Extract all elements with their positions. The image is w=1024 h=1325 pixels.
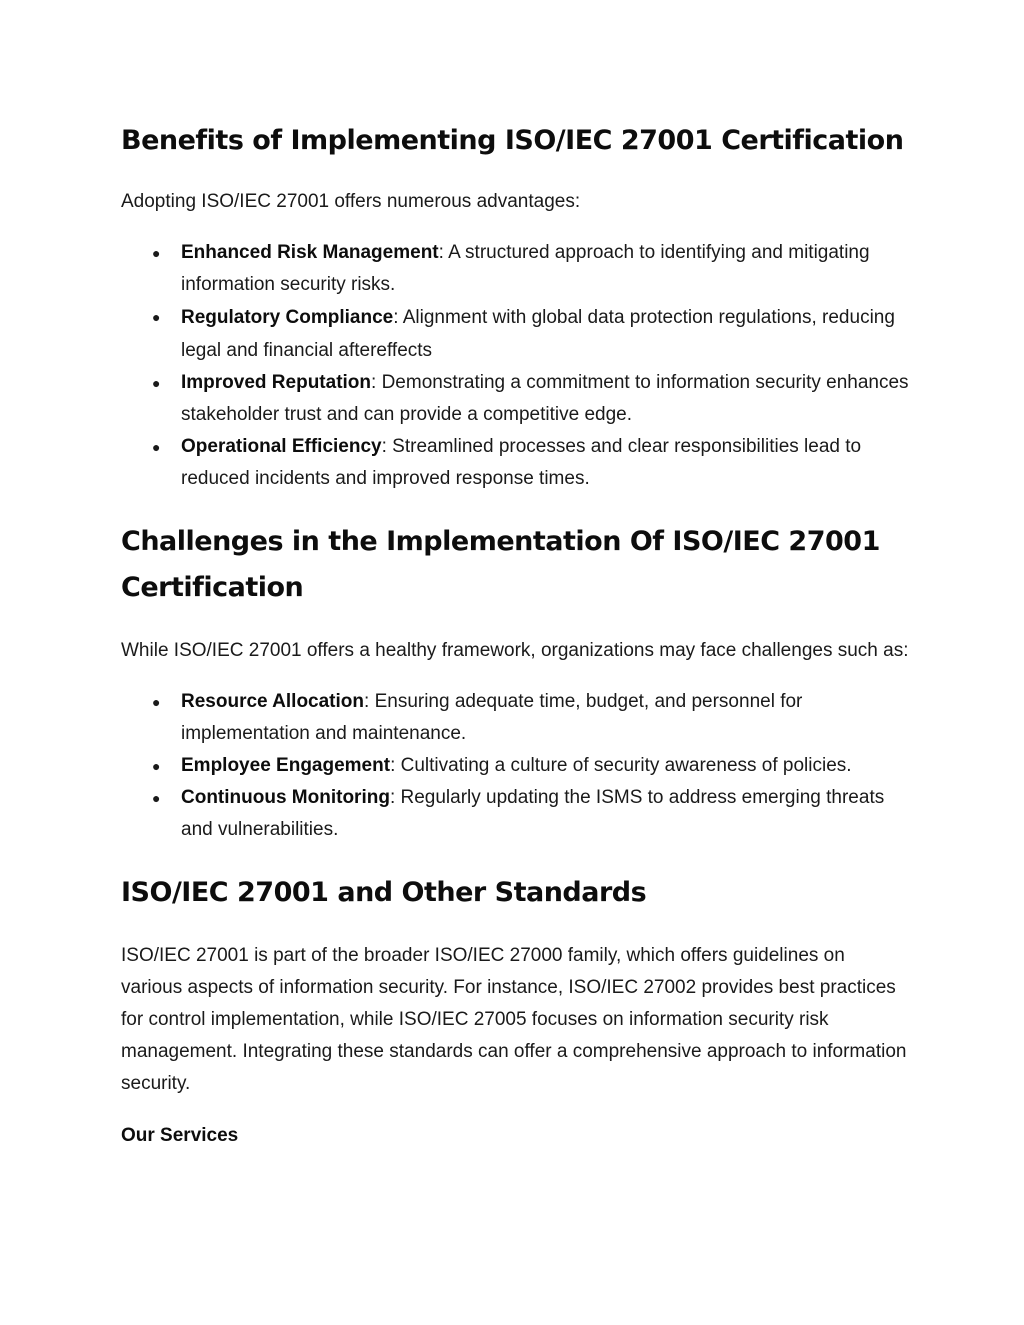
benefits-heading: Benefits of Implementing ISO/IEC 27001 Certification bbox=[121, 125, 904, 156]
item-text: : Demonstrating a commitment to information security enhances stakeholder trust and can provide a competitive edge. bbox=[181, 372, 909, 425]
bullet-icon: ● bbox=[152, 245, 161, 261]
standards-body: ISO/IEC 27001 is part of the broader ISO/IEC 27000 family, which offers guidelines on various aspects of information security. For instance, ISO/IEC 27002 provides best practices for control implementation, while ISO/IEC 27005 focuses on information security risk management. Integrating these standards can offer a comprehensive approach to information security. bbox=[121, 945, 907, 1094]
challenges-heading: Challenges in the Implementation Of ISO/IEC 27001 Certification bbox=[121, 526, 880, 603]
challenges-list bbox=[121, 686, 911, 846]
services-heading: Our Services bbox=[121, 1125, 239, 1146]
benefits-list bbox=[121, 237, 911, 495]
item-term: Enhanced Risk Management bbox=[181, 242, 439, 263]
bullet-icon: ● bbox=[152, 758, 161, 774]
benefits-intro: Adopting ISO/IEC 27001 offers numerous advantages: bbox=[121, 191, 581, 212]
bullet-icon: ● bbox=[152, 790, 161, 806]
list-item bbox=[121, 367, 911, 431]
list-item bbox=[121, 686, 911, 750]
document-page bbox=[121, 118, 911, 1152]
list-item bbox=[121, 301, 911, 367]
item-term: Regulatory Compliance bbox=[181, 307, 394, 328]
item-term: Improved Reputation bbox=[181, 372, 372, 393]
list-item bbox=[121, 782, 911, 846]
item-text: : Cultivating a culture of security awareness of policies. bbox=[390, 755, 852, 776]
item-text: : Streamlined processes and clear responsibilities lead to reduced incidents and improved response times. bbox=[181, 436, 862, 489]
item-text: : Regularly updating the ISMS to address emerging threats and vulnerabilities. bbox=[181, 787, 885, 840]
standards-heading: ISO/IEC 27001 and Other Standards bbox=[121, 877, 647, 908]
list-item bbox=[121, 750, 911, 782]
challenges-intro: While ISO/IEC 27001 offers a healthy framework, organizations may face challenges such as: bbox=[121, 640, 909, 661]
item-term: Continuous Monitoring bbox=[181, 787, 390, 808]
bullet-icon: ● bbox=[152, 694, 161, 710]
list-item bbox=[121, 237, 911, 301]
item-text: : Alignment with global data protection regulations, reducing legal and financial aftereffects bbox=[181, 307, 895, 361]
item-term: Resource Allocation bbox=[181, 691, 365, 712]
bullet-icon: ● bbox=[152, 375, 161, 391]
item-term: Employee Engagement bbox=[181, 755, 391, 776]
item-text: : A structured approach to identifying and mitigating information security risks. bbox=[181, 242, 870, 295]
bullet-icon: ● bbox=[152, 309, 161, 325]
item-text: : Ensuring adequate time, budget, and personnel for implementation and maintenance. bbox=[181, 691, 803, 744]
item-term: Operational Efficiency bbox=[181, 436, 382, 457]
list-item bbox=[121, 431, 911, 495]
bullet-icon: ● bbox=[152, 439, 161, 455]
